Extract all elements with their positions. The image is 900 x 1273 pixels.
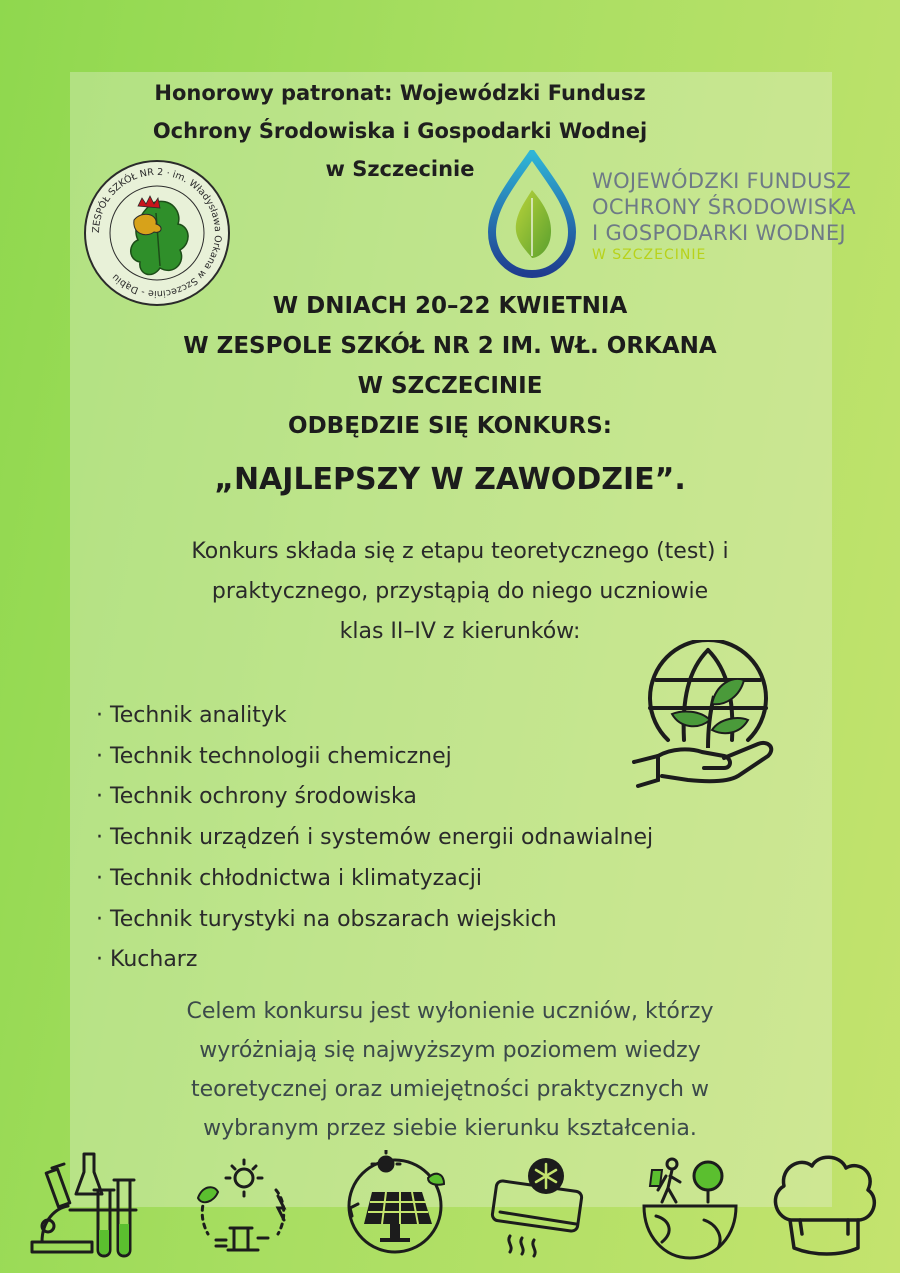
microscope-lab-icon: [22, 1150, 142, 1265]
fund-name-line: OCHRONY ŚRODOWISKA: [592, 195, 856, 219]
goal-text: [110, 992, 790, 1148]
field-item: · Technik analityk: [96, 696, 653, 737]
fund-name-line: I GOSPODARKI WODNEJ: [592, 221, 846, 245]
field-list: [96, 696, 653, 981]
patronage-line: w Szczecinie: [325, 157, 475, 181]
field-item: · Technik technologii chemicznej: [96, 737, 653, 778]
field-item: · Technik turystyki na obszarach wiejskich: [96, 900, 653, 941]
patronage-line: Honorowy patronat: Wojewódzki Fundusz: [154, 81, 646, 105]
fund-name-city: W SZCZECINIE: [592, 247, 707, 263]
fund-name: [592, 168, 892, 264]
intro-line: Konkurs składa się z etapu teoretycznego (test) i: [191, 539, 729, 564]
goal-line: wybranym przez siebie kierunku kształcenia.: [203, 1116, 697, 1141]
goal-line: teoretycznej oraz umiejętności praktycznych w: [191, 1077, 709, 1102]
school-logo-ring-text: ZESPÓŁ SZKÓŁ NR 2 · im. Władysława Orkana w Szczecinie - Dąbiu: [90, 166, 224, 300]
headline-line: ODBĘDZIE SIĘ KONKURS:: [288, 413, 612, 439]
event-headline: [110, 286, 790, 446]
bottom-icon-row: [0, 1150, 900, 1265]
intro-text: [100, 532, 820, 652]
headline-line: W SZCZECINIE: [357, 373, 543, 399]
field-item: · Kucharz: [96, 940, 653, 981]
goal-line: Celem konkursu jest wyłonienie uczniów, którzy: [186, 999, 714, 1024]
field-item: · Technik chłodnictwa i klimatyzacji: [96, 859, 653, 900]
chef-hat-icon: [770, 1150, 880, 1265]
goal-line: wyróżniają się najwyższym poziomem wiedzy: [199, 1038, 701, 1063]
headline-line: W ZESPOLE SZKÓŁ NR 2 IM. WŁ. ORKANA: [183, 333, 717, 359]
hiking-earth-icon: [640, 1150, 740, 1265]
field-item: · Technik urządzeń i systemów energii odnawialnej: [96, 818, 653, 859]
headline-line: W DNIACH 20–22 KWIETNIA: [272, 293, 628, 319]
fund-name-line: WOJEWÓDZKI FUNDUSZ: [592, 169, 852, 193]
solar-panel-icon: [340, 1150, 450, 1265]
field-item: · Technik ochrony środowiska: [96, 777, 653, 818]
air-conditioner-icon: [490, 1150, 590, 1265]
intro-line: praktycznego, przystąpią do niego uczniowie: [211, 579, 709, 604]
patronage-line: Ochrony Środowiska i Gospodarki Wodnej: [152, 119, 648, 143]
intro-line: klas II–IV z kierunków:: [339, 619, 581, 644]
renewable-energy-cycle-icon: [188, 1150, 298, 1265]
fund-water-drop-logo: [484, 150, 580, 280]
contest-name: „NAJLEPSZY W ZAWODZIE”.: [214, 462, 686, 497]
